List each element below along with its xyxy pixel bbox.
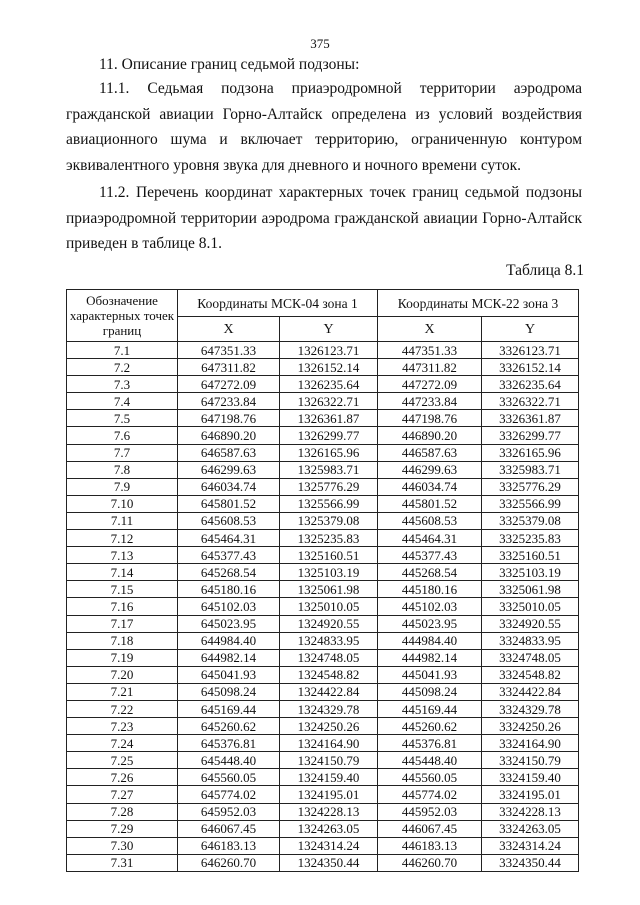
msk22-x-cell: 447198.76 [378,410,482,427]
msk22-y-cell: 3324195.01 [482,786,579,803]
table-row [67,427,579,444]
point-id-cell: 7.16 [67,598,178,615]
msk22-y-cell: 3324250.26 [482,718,579,735]
coordinates-table [66,289,579,872]
msk22-y-cell: 3324164.90 [482,735,579,752]
msk04-x-cell: 646260.70 [178,854,280,871]
msk04-x-cell: 645098.24 [178,683,280,700]
msk04-y-cell: 1324748.05 [280,649,378,666]
msk04-y-cell: 1325776.29 [280,478,378,495]
msk22-y-cell: 3324833.95 [482,632,579,649]
msk04-x-cell: 646034.74 [178,478,280,495]
msk04-x-cell: 646183.13 [178,837,280,854]
msk04-x-cell: 647351.33 [178,342,280,359]
msk22-y-cell: 3326299.77 [482,427,579,444]
msk04-x-cell: 646299.63 [178,461,280,478]
point-id-cell: 7.18 [67,632,178,649]
msk22-x-cell: 447233.84 [378,393,482,410]
msk04-y-cell: 1324422.84 [280,683,378,700]
table-row [67,854,579,871]
msk04-y-cell: 1326361.87 [280,410,378,427]
point-id-cell: 7.11 [67,512,178,529]
msk04-y-cell: 1325235.83 [280,530,378,547]
table-row [67,649,579,666]
msk22-x-cell: 445608.53 [378,512,482,529]
table-row [67,564,579,581]
msk22-x-cell: 446183.13 [378,837,482,854]
msk04-x-cell: 645268.54 [178,564,280,581]
coordinates-table-body [67,342,579,872]
msk04-y-cell: 1324314.24 [280,837,378,854]
msk22-y-cell: 3326235.64 [482,376,579,393]
table-row [67,752,579,769]
msk22-y-cell: 3325010.05 [482,598,579,615]
msk04-x-cell: 645023.95 [178,615,280,632]
table-row [67,769,579,786]
msk22-y-cell: 3324920.55 [482,615,579,632]
msk04-x-cell: 645102.03 [178,598,280,615]
msk22-y-cell: 3324350.44 [482,854,579,871]
msk04-y-cell: 1326123.71 [280,342,378,359]
table-row [67,512,579,529]
table-row [67,530,579,547]
msk22-x-cell: 445801.52 [378,495,482,512]
msk22-x-cell: 445041.93 [378,666,482,683]
msk22-y-cell: 3326152.14 [482,359,579,376]
msk22-y-cell: 3324548.82 [482,666,579,683]
point-designation-header: Обозначение характерных точек границ [67,290,178,342]
msk22-x-cell: 445464.31 [378,530,482,547]
msk22-y-cell: 3324150.79 [482,752,579,769]
point-id-cell: 7.9 [67,478,178,495]
table-row [67,700,579,717]
point-id-cell: 7.7 [67,444,178,461]
point-id-cell: 7.30 [67,837,178,854]
point-id-cell: 7.13 [67,547,178,564]
msk22-x-cell: 446890.20 [378,427,482,444]
table-row [67,786,579,803]
msk22-x-cell: 445180.16 [378,581,482,598]
msk04-x-cell: 645801.52 [178,495,280,512]
point-id-cell: 7.26 [67,769,178,786]
msk04-y-cell: 1324548.82 [280,666,378,683]
msk22-y-cell: 3325160.51 [482,547,579,564]
msk04-x-cell: 645464.31 [178,530,280,547]
point-id-cell: 7.4 [67,393,178,410]
msk22-y-cell: 3325379.08 [482,512,579,529]
msk04-y-cell: 1324150.79 [280,752,378,769]
msk04-y-cell: 1326165.96 [280,444,378,461]
point-id-cell: 7.12 [67,530,178,547]
msk04-y-cell: 1326299.77 [280,427,378,444]
msk04-y-cell: 1325983.71 [280,461,378,478]
point-id-cell: 7.22 [67,700,178,717]
page-number: 375 [310,36,330,51]
msk22-y-cell: 3325983.71 [482,461,579,478]
msk04-y-cell: 1325103.19 [280,564,378,581]
msk22-x-cell: 445560.05 [378,769,482,786]
point-id-cell: 7.31 [67,854,178,871]
msk04-x-cell: 645377.43 [178,547,280,564]
msk04-x-cell: 646890.20 [178,427,280,444]
msk04-y-cell: 1324250.26 [280,718,378,735]
table-row [67,837,579,854]
table-row [67,376,579,393]
msk22-x-cell: 446260.70 [378,854,482,871]
point-id-cell: 7.5 [67,410,178,427]
table-row [67,820,579,837]
table-row [67,393,579,410]
msk22-x-cell: 444984.40 [378,632,482,649]
table-row [67,632,579,649]
section-heading: 11. Описание границ седьмой подзоны: [99,56,360,73]
point-id-cell: 7.17 [67,615,178,632]
table-row [67,666,579,683]
msk22-x-cell: 445774.02 [378,786,482,803]
msk04-x-cell: 647311.82 [178,359,280,376]
msk22-x-cell: 445260.62 [378,718,482,735]
msk22-y-cell: 3325235.83 [482,530,579,547]
msk04-y-cell: 1326152.14 [280,359,378,376]
msk04-x-cell: 645180.16 [178,581,280,598]
point-id-cell: 7.15 [67,581,178,598]
msk22-y-cell: 3324329.78 [482,700,579,717]
msk22-y-cell: 3324228.13 [482,803,579,820]
msk04-y-cell: 1324350.44 [280,854,378,871]
table-row [67,547,579,564]
point-id-cell: 7.10 [67,495,178,512]
point-id-cell: 7.2 [67,359,178,376]
msk22-header: Координаты МСК-22 зона 3 [378,290,579,317]
msk04-x-cell: 645608.53 [178,512,280,529]
point-id-cell: 7.28 [67,803,178,820]
msk04-y-cell: 1326322.71 [280,393,378,410]
msk04-header: Координаты МСК-04 зона 1 [178,290,378,317]
msk22-y-cell: 3324748.05 [482,649,579,666]
msk04-x-cell: 645376.81 [178,735,280,752]
msk04-x-cell: 644982.14 [178,649,280,666]
msk22-x-cell: 446587.63 [378,444,482,461]
msk22-y-cell: 3326361.87 [482,410,579,427]
table-row [67,581,579,598]
msk04-y-cell: 1324164.90 [280,735,378,752]
table-row [67,735,579,752]
msk04-x-cell: 644984.40 [178,632,280,649]
msk22-y-cell: 3326123.71 [482,342,579,359]
msk22-x-cell: 445448.40 [378,752,482,769]
table-caption: Таблица 8.1 [506,262,584,279]
msk04-x-cell: 645448.40 [178,752,280,769]
msk04-y-cell: 1325010.05 [280,598,378,615]
point-id-cell: 7.3 [67,376,178,393]
msk22-y-cell: 3324159.40 [482,769,579,786]
msk22-x-cell: 445952.03 [378,803,482,820]
point-id-cell: 7.14 [67,564,178,581]
table-row [67,410,579,427]
paragraph-11-2: 11.2. Перечень координат характерных точек границ седьмой подзоны приаэродромной территории аэродрома гражданской авиации Горно-Алтайск приведен в таблице 8.1. [66,184,582,252]
msk04-y-cell: 1324228.13 [280,803,378,820]
msk22-x-cell: 447311.82 [378,359,482,376]
point-id-cell: 7.25 [67,752,178,769]
msk04-x-cell: 645169.44 [178,700,280,717]
msk22-x-cell: 445169.44 [378,700,482,717]
table-row [67,495,579,512]
table-row [67,342,579,359]
msk04-x-cell: 647272.09 [178,376,280,393]
table-row [67,478,579,495]
msk04-x-header: X [178,317,280,342]
msk22-y-cell: 3324263.05 [482,820,579,837]
msk04-x-cell: 645774.02 [178,786,280,803]
msk04-x-cell: 645560.05 [178,769,280,786]
msk04-x-cell: 647233.84 [178,393,280,410]
msk22-x-cell: 446299.63 [378,461,482,478]
point-id-cell: 7.27 [67,786,178,803]
msk04-y-cell: 1325160.51 [280,547,378,564]
msk22-x-cell: 445376.81 [378,735,482,752]
msk22-y-cell: 3325061.98 [482,581,579,598]
msk22-x-header: X [378,317,482,342]
msk04-x-cell: 645952.03 [178,803,280,820]
msk22-x-cell: 445268.54 [378,564,482,581]
table-row [67,598,579,615]
msk04-x-cell: 647198.76 [178,410,280,427]
msk22-x-cell: 445377.43 [378,547,482,564]
msk22-y-cell: 3325776.29 [482,478,579,495]
msk04-x-cell: 646587.63 [178,444,280,461]
table-row [67,359,579,376]
msk04-y-cell: 1325566.99 [280,495,378,512]
msk04-x-cell: 646067.45 [178,820,280,837]
msk04-y-cell: 1324920.55 [280,615,378,632]
msk04-y-header: Y [280,317,378,342]
point-id-cell: 7.24 [67,735,178,752]
msk22-x-cell: 447351.33 [378,342,482,359]
msk22-x-cell: 444982.14 [378,649,482,666]
table-row [67,683,579,700]
msk04-x-cell: 645041.93 [178,666,280,683]
table-row [67,803,579,820]
msk22-y-cell: 3325566.99 [482,495,579,512]
msk04-y-cell: 1324195.01 [280,786,378,803]
msk22-x-cell: 445098.24 [378,683,482,700]
point-id-cell: 7.21 [67,683,178,700]
table-row [67,461,579,478]
point-id-cell: 7.6 [67,427,178,444]
msk22-y-cell: 3326322.71 [482,393,579,410]
point-id-cell: 7.19 [67,649,178,666]
point-id-cell: 7.29 [67,820,178,837]
table-row [67,444,579,461]
paragraph-11-1: 11.1. Седьмая подзона приаэродромной территории аэродрома гражданской авиации Горно-Алтайск определена из условий воздействия авиационного шума и включает территорию, ограниченную контуром эквивалентного уровня звука для дневного и ночного времени суток. [66,80,582,174]
table-row [67,718,579,735]
msk22-x-cell: 445102.03 [378,598,482,615]
msk22-x-cell: 446067.45 [378,820,482,837]
msk22-y-cell: 3326165.96 [482,444,579,461]
msk22-x-cell: 447272.09 [378,376,482,393]
msk04-y-cell: 1326235.64 [280,376,378,393]
msk04-y-cell: 1324329.78 [280,700,378,717]
point-id-cell: 7.20 [67,666,178,683]
msk22-y-cell: 3324422.84 [482,683,579,700]
table-row [67,615,579,632]
msk04-y-cell: 1324833.95 [280,632,378,649]
msk22-y-header: Y [482,317,579,342]
msk04-y-cell: 1324263.05 [280,820,378,837]
msk04-x-cell: 645260.62 [178,718,280,735]
msk22-x-cell: 446034.74 [378,478,482,495]
msk04-y-cell: 1325061.98 [280,581,378,598]
msk22-x-cell: 445023.95 [378,615,482,632]
msk22-y-cell: 3325103.19 [482,564,579,581]
point-id-cell: 7.1 [67,342,178,359]
msk22-y-cell: 3324314.24 [482,837,579,854]
point-id-cell: 7.23 [67,718,178,735]
point-id-cell: 7.8 [67,461,178,478]
msk04-y-cell: 1324159.40 [280,769,378,786]
msk04-y-cell: 1325379.08 [280,512,378,529]
